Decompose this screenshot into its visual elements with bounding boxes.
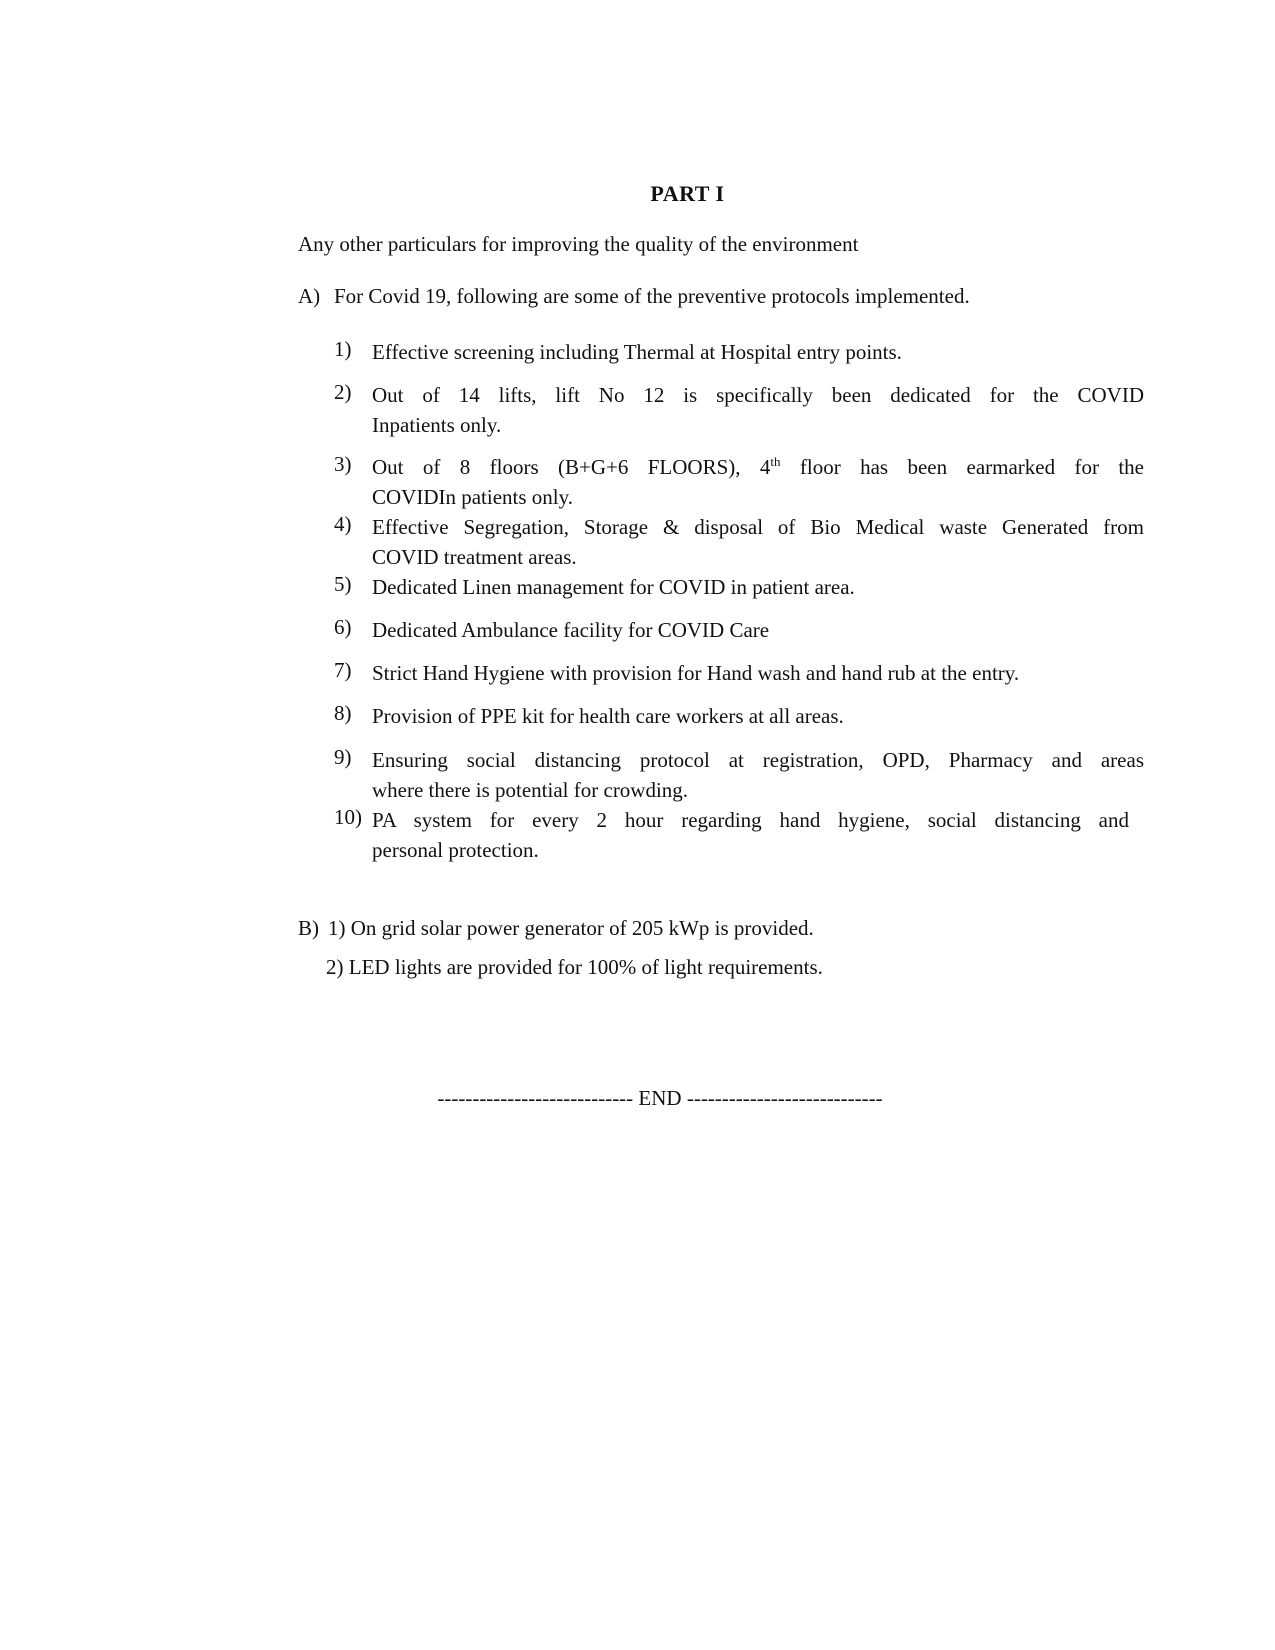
list-item-number: 9) [334,745,352,769]
list-item-line-text: floor has been earmarked for the [780,455,1144,479]
list-item-text: Strict Hand Hygiene with provision for Hand wash and hand rub at the entry. [372,661,1020,685]
list-item-text: Dedicated Ambulance facility for COVID Care [372,618,770,642]
list-item-line: Out of 14 lifts, lift No 12 is specifically been dedicated for the COVID [372,383,1144,407]
list-item-line: COVIDIn patients only. [372,485,574,509]
section-a-label: A) [298,284,321,308]
list-item-number: 8) [334,701,352,725]
list-item-line [372,452,1144,482]
list-item [372,805,1129,865]
list-item-number: 5) [334,572,352,596]
page-title: PART I [650,181,725,206]
end-marker: ---------------------------- END ---------------------------- [437,1086,883,1110]
list-item-number: 3) [334,452,352,476]
list-item-line: PA system for every 2 hour regarding hand hygiene, social distancing and [372,808,1129,832]
list-item-line: where there is potential for crowding. [372,778,689,802]
list-item-number: 10) [334,805,362,829]
section-b-label: B) [298,916,319,940]
list-item-line: Inpatients only. [372,413,502,437]
list-item-text: Dedicated Linen management for COVID in patient area. [372,575,855,599]
list-item-text: Provision of PPE kit for health care workers at all areas. [372,704,844,728]
list-item-number: 4) [334,512,352,536]
list-item-text: Effective screening including Thermal at Hospital entry points. [372,340,902,364]
section-a-heading: For Covid 19, following are some of the preventive protocols implemented. [334,284,970,308]
section-b-item: 2) LED lights are provided for 100% of light requirements. [326,955,823,979]
list-item-line: Effective Segregation, Storage & disposal of Bio Medical waste Generated from [372,515,1144,539]
list-item [372,452,1144,512]
list-item [372,380,1144,440]
list-item-line: Ensuring social distancing protocol at registration, OPD, Pharmacy and areas [372,748,1144,772]
list-item-number: 7) [334,658,352,682]
list-item-line-text: Out of 8 floors (B+G+6 FLOORS), 4 [372,455,771,479]
ordinal-suffix: th [770,454,781,469]
list-item-line: COVID treatment areas. [372,545,577,569]
list-item [372,512,1144,572]
list-item-number: 1) [334,337,352,361]
intro-text: Any other particulars for improving the quality of the environment [298,232,859,256]
list-item-line: personal protection. [372,838,539,862]
list-item-number: 2) [334,380,352,404]
section-b-item: 1) On grid solar power generator of 205 kWp is provided. [328,916,814,940]
list-item [372,745,1144,805]
list-item-number: 6) [334,615,352,639]
